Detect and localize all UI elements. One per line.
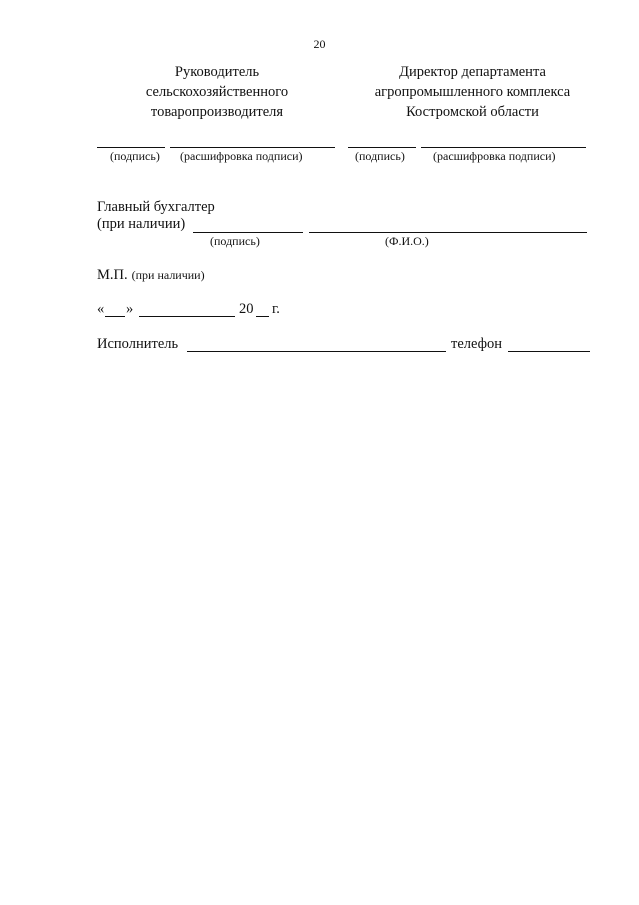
right-title-line-1: Директор департамента: [399, 64, 546, 80]
date-year-prefix: 20: [239, 301, 254, 317]
right-decoding-label: (расшифровка подписи): [433, 149, 556, 163]
accountant-qualifier: (при наличии): [97, 216, 186, 232]
accountant-name-line[interactable]: [309, 232, 587, 233]
right-signature-label: (подпись): [355, 149, 405, 163]
right-decoding-line[interactable]: [421, 147, 586, 148]
accountant-name-label: (Ф.И.О.): [385, 234, 429, 248]
date-year-suffix: г.: [272, 301, 280, 317]
date-month-line[interactable]: [139, 316, 235, 317]
stamp-qualifier: (при наличии): [131, 268, 205, 282]
date-year-line[interactable]: [256, 316, 269, 317]
page-number: 20: [313, 37, 326, 51]
right-title-line-3: Костромской области: [406, 104, 539, 120]
left-title-line-2: сельскохозяйственного: [145, 84, 289, 100]
accountant-title: Главный бухгалтер: [97, 199, 215, 215]
executor-label: Исполнитель: [97, 336, 179, 352]
accountant-signature-line[interactable]: [193, 232, 303, 233]
left-signatory-title: [97, 62, 337, 122]
date-close-quote: »: [126, 301, 134, 317]
left-decoding-line[interactable]: [170, 147, 335, 148]
date-day-line[interactable]: [105, 316, 125, 317]
left-title-line-1: Руководитель: [174, 64, 260, 80]
stamp-line: [97, 266, 205, 284]
right-title-line-2: агропромышленного комплекса: [374, 84, 571, 100]
left-signature-label: (подпись): [110, 149, 160, 163]
date-open-quote: «: [97, 301, 105, 317]
right-signatory-title: [350, 62, 595, 122]
phone-line[interactable]: [508, 351, 590, 352]
executor-name-line[interactable]: [187, 351, 446, 352]
left-signature-line[interactable]: [97, 147, 165, 148]
left-title-line-3: товаропроизводителя: [150, 104, 284, 120]
stamp-label: М.П.: [97, 267, 128, 283]
phone-label: телефон: [451, 336, 503, 352]
accountant-signature-label: (подпись): [210, 234, 260, 248]
right-signature-line[interactable]: [348, 147, 416, 148]
left-decoding-label: (расшифровка подписи): [180, 149, 303, 163]
